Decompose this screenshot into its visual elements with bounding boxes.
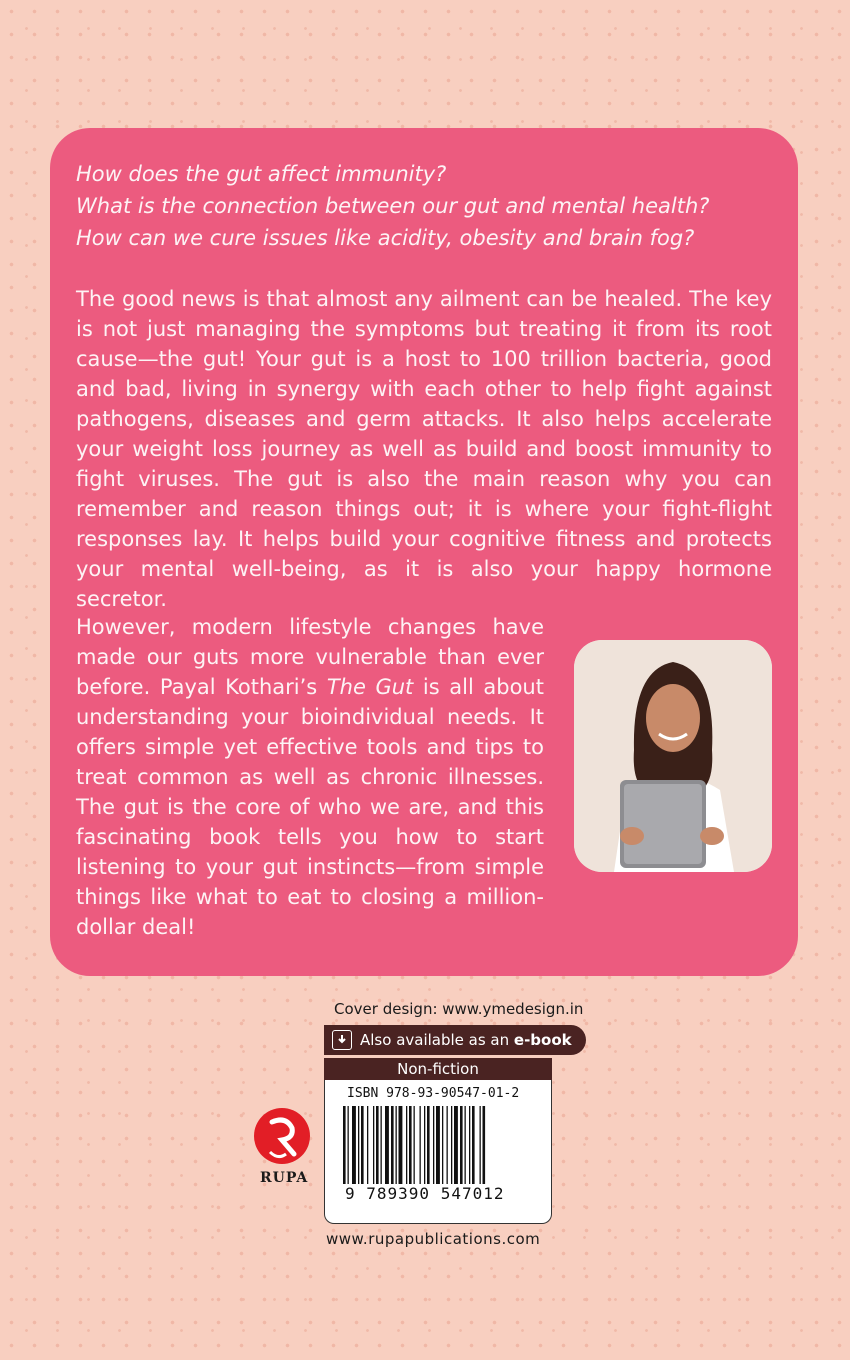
barcode-box [324, 1080, 552, 1224]
download-icon [332, 1030, 352, 1050]
ebook-availability-tab [324, 1025, 586, 1055]
publisher-website: www.rupapublications.com [326, 1230, 541, 1248]
question-2: What is the connection between our gut and mental health? [76, 194, 710, 218]
publisher-name: RUPA [260, 1170, 309, 1186]
questions [76, 158, 770, 254]
barcode [343, 1106, 533, 1184]
paragraph-2-start: However, modern lifestyle changes have made our guts more vulnerable than ever before. Payal Kothari’s [76, 615, 544, 699]
genre-label: Non-fiction [324, 1058, 552, 1080]
paragraph-1: The good news is that almost any ailment can be healed. The key is not just managing the symptoms but treating it from its root cause—the gut! Your gut is a host to 100 trillion bacteria, good and bad, living in synergy with each other to help fight against pathogens, diseases and germ attacks. It also helps accelerate your weight loss journey as well as build and boost immunity to fight viruses. The gut is also the main reason why you can remember and reason things out; it is where your fight-flight responses lay. It helps build your cognitive fitness and protects your mental well-being, as it is also your happy hormone secretor. [76, 287, 772, 611]
question-1: How does the gut affect immunity? [76, 162, 447, 186]
rupa-logo [252, 1108, 314, 1166]
paragraph-2 [76, 612, 544, 942]
author-photo [574, 640, 772, 872]
ebook-label: Also available as an [360, 1031, 514, 1049]
ebook-bold: e-book [513, 1031, 572, 1049]
blurb-panel [50, 128, 798, 976]
cover-design-credit: Cover design: www.ymedesign.in [334, 1000, 584, 1018]
question-3: How can we cure issues like acidity, obesity and brain fog? [76, 226, 695, 250]
paragraph-2-end: is all about understanding your bioindividual needs. It offers simple yet effective tools and tips to treat common as well as chronic illnesses. The gut is the core of who we are, and this fascinating book tells you how to start listening to your gut instincts—from simple things like what to eat to closing a million-dollar deal! [76, 675, 544, 939]
isbn-text: ISBN 978-93-90547-01-2 [347, 1086, 520, 1101]
book-title: The Gut [326, 675, 414, 699]
barcode-digits: 9 789390 547012 [345, 1184, 505, 1203]
